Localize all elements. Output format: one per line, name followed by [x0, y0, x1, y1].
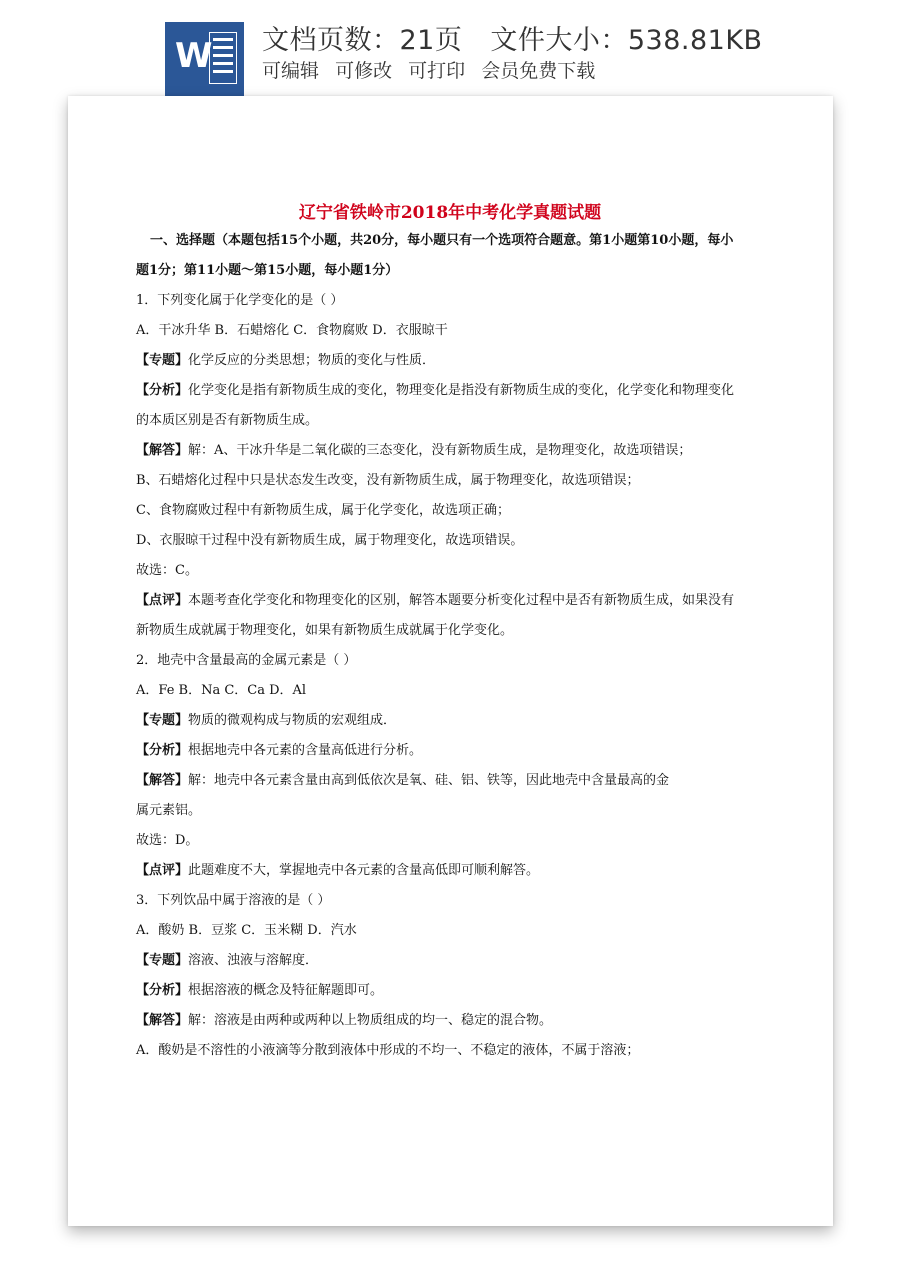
answer-tag: 【解答】: [136, 1013, 189, 1028]
question-1: 1．下列变化属于化学变化的是（ ）: [136, 293, 344, 308]
topic-tag: 【专题】: [136, 713, 189, 728]
file-size-label: 文件大小：538.81KB: [490, 25, 763, 56]
q1-topic: [136, 346, 766, 376]
analysis-text: 根据地壳中各元素的含量高低进行分析。: [188, 743, 423, 758]
question-3: 3．下列饮品中属于溶液的是（ ）: [136, 893, 331, 908]
section-heading-cont: 题1分；第11小题～第15小题，每小题1分）: [136, 263, 399, 278]
question-2: 2．地壳中含量最高的金属元素是（ ）: [136, 653, 357, 668]
section-heading: 一、选择题（本题包括15个小题，共20分，每小题只有一个选项符合题意。第1小题第10小题，每小: [150, 233, 734, 248]
q1-answer-c: C、食物腐败过程中有新物质生成，属于化学变化，故选项正确；: [136, 503, 510, 518]
q1-analysis-cont: 的本质区别是否有新物质生成。: [136, 413, 319, 428]
file-meta-primary: [262, 18, 763, 57]
word-letter: W: [175, 36, 213, 76]
q1-comment: [136, 586, 766, 616]
q3-analysis: [136, 976, 766, 1006]
feature-member-download: 会员免费下载: [481, 60, 596, 82]
feature-list: [262, 56, 605, 83]
q1-answer: [136, 436, 766, 466]
feature-editable: 可编辑: [262, 60, 320, 82]
document-title: 辽宁省铁岭市2018年中考化学真题试题: [298, 203, 602, 223]
analysis-tag: 【分析】: [136, 383, 189, 398]
q2-answer-cont: 属元素铝。: [136, 803, 202, 818]
answer-text: 解：A、干冰升华是二氧化碳的三态变化，没有新物质生成，是物理变化，故选项错误；: [188, 443, 692, 458]
analysis-text: 化学变化是指有新物质生成的变化，物理变化是指没有新物质生成的变化，化学变化和物理变化: [188, 383, 735, 398]
feature-modifiable: 可修改: [335, 60, 393, 82]
q3-topic: [136, 946, 766, 976]
answer-text: 解：地壳中各元素含量由高到低依次是氧、硅、铝、铁等，因此地壳中含量最高的金: [188, 773, 670, 788]
download-banner: [0, 0, 900, 96]
analysis-text: 根据溶液的概念及特征解题即可。: [188, 983, 384, 998]
q3-answer-a: A．酸奶是不溶性的小液滴等分散到液体中形成的不均一、不稳定的液体，不属于溶液；: [136, 1043, 640, 1058]
q1-analysis: [136, 376, 766, 406]
q1-comment-cont: 新物质生成就属于物理变化，如果有新物质生成就属于化学变化。: [136, 623, 514, 638]
comment-tag: 【点评】: [136, 863, 189, 878]
document-lines-shape: [213, 38, 233, 78]
answer-tag: 【解答】: [136, 773, 189, 788]
topic-tag: 【专题】: [136, 953, 189, 968]
comment-text: 此题难度不大，掌握地壳中各元素的含量高低即可顺利解答。: [188, 863, 540, 878]
question-1-options: A．干冰升华 B．石蜡熔化 C．食物腐败 D．衣服晾干: [136, 323, 448, 338]
topic-tag: 【专题】: [136, 353, 189, 368]
q2-topic: [136, 706, 766, 736]
page-count-label: 文档页数：21页: [262, 25, 463, 56]
topic-text: 化学反应的分类思想；物质的变化与性质．: [188, 353, 436, 368]
q1-answer-b: B、石蜡熔化过程中只是状态发生改变，没有新物质生成，属于物理变化，故选项错误；: [136, 473, 640, 488]
q2-choice: 故选：D。: [136, 833, 199, 848]
q1-choice: 故选：C。: [136, 563, 198, 578]
answer-text: 解：溶液是由两种或两种以上物质组成的均一、稳定的混合物。: [188, 1013, 553, 1028]
q3-answer: [136, 1006, 766, 1036]
q2-answer: [136, 766, 766, 796]
analysis-tag: 【分析】: [136, 743, 189, 758]
feature-printable: 可打印: [408, 60, 466, 82]
topic-text: 溶液、浊液与溶解度．: [188, 953, 319, 968]
q2-comment: [136, 856, 766, 886]
answer-tag: 【解答】: [136, 443, 189, 458]
question-2-options: A．Fe B．Na C．Ca D．Al: [136, 683, 307, 698]
question-3-options: A．酸奶 B．豆浆 C．玉米糊 D．汽水: [136, 923, 357, 938]
topic-text: 物质的微观构成与物质的宏观组成．: [188, 713, 397, 728]
q2-analysis: [136, 736, 766, 766]
comment-tag: 【点评】: [136, 593, 189, 608]
word-document-icon: [165, 22, 244, 96]
q1-answer-d: D、衣服晾干过程中没有新物质生成，属于物理变化，故选项错误。: [136, 533, 524, 548]
comment-text: 本题考查化学变化和物理变化的区别，解答本题要分析变化过程中是否有新物质生成，如果没有: [188, 593, 735, 608]
analysis-tag: 【分析】: [136, 983, 189, 998]
